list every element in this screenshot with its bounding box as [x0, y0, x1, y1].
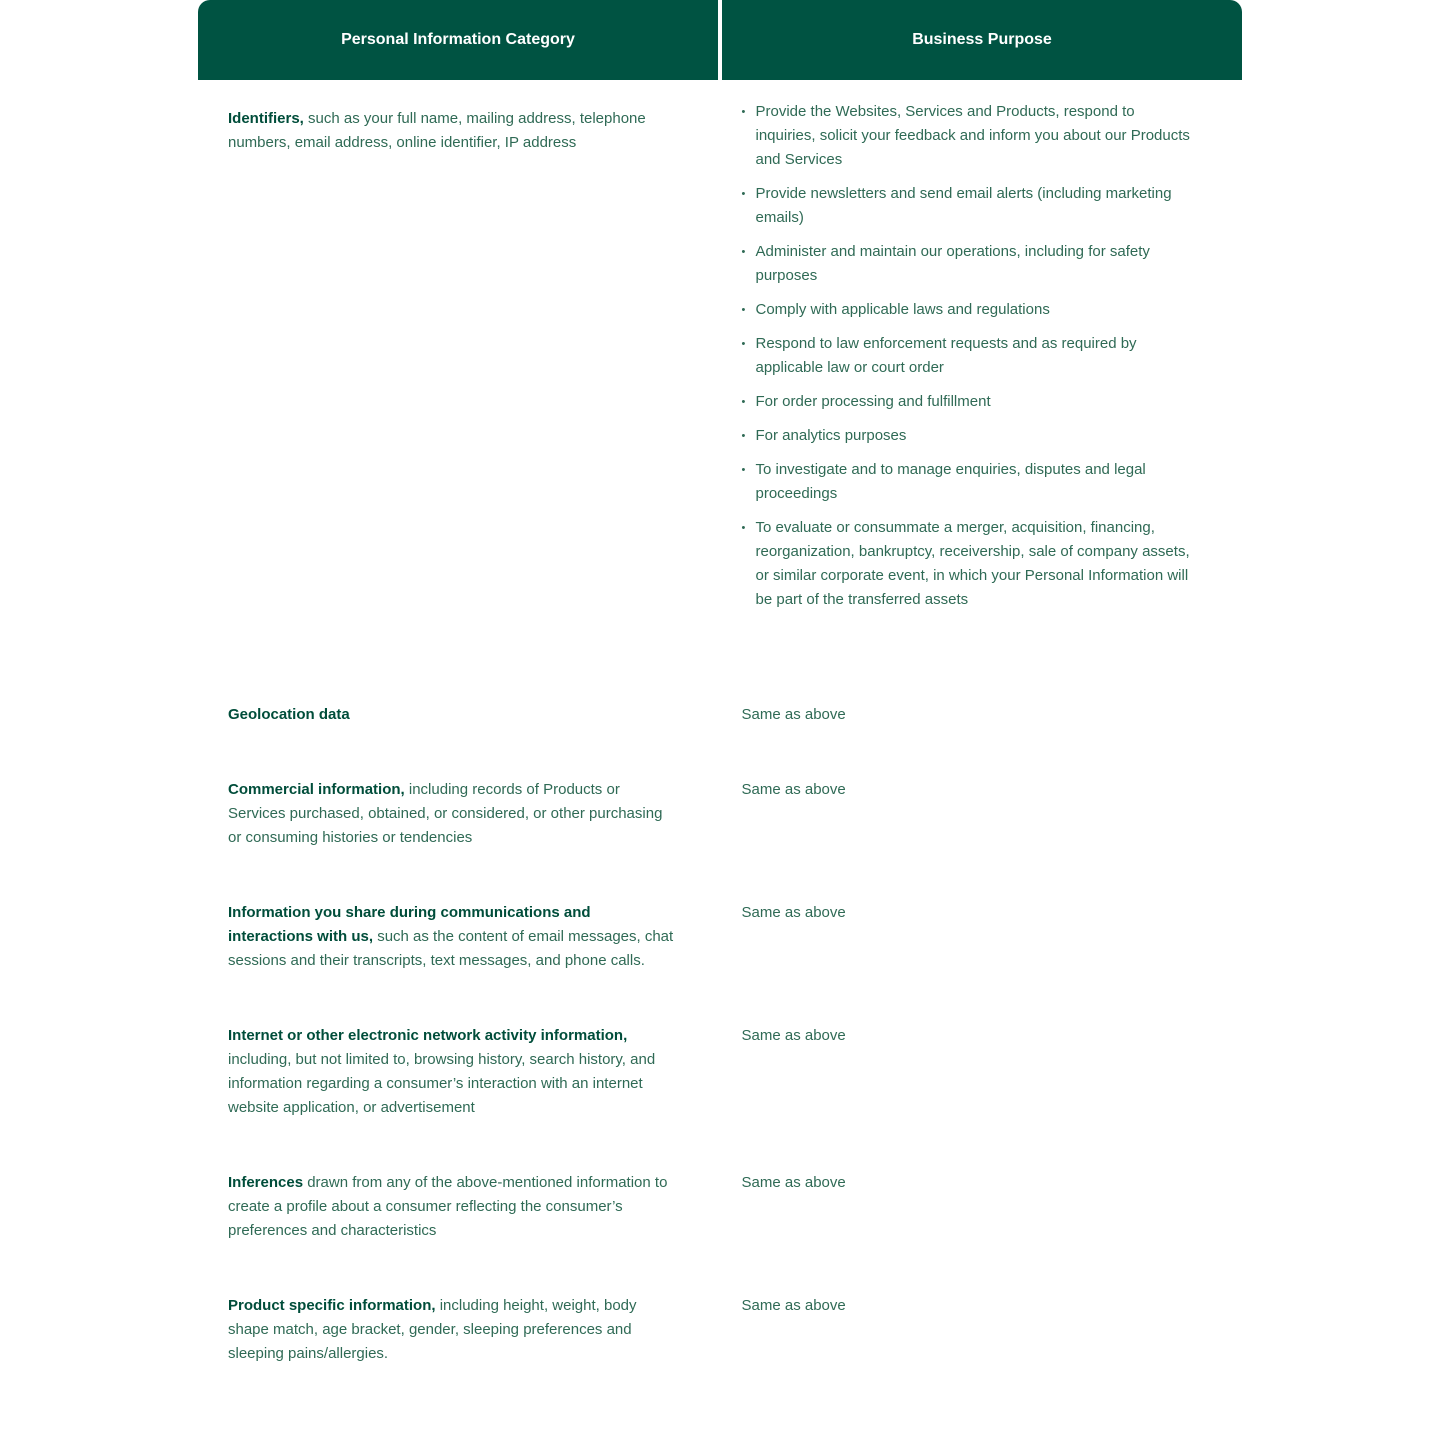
purpose-list: [742, 100, 1193, 612]
purpose-item: • Provide newsletters and send email alerts (including marketing emails): [742, 182, 1193, 230]
purpose-cell: Same as above: [741, 1174, 846, 1191]
category-name: Commercial information,: [228, 781, 405, 798]
header-category: Personal Information Category: [198, 0, 718, 80]
purpose-item: • To investigate and to manage enquiries, disputes and legal proceedings: [742, 458, 1193, 506]
category-description: including height, weight, body shape match, age bracket, gender, sleeping preferences and sleeping pains/allergies.: [228, 1297, 637, 1362]
category-name: Product specific information,: [228, 1297, 436, 1314]
header-purpose: Business Purpose: [722, 0, 1242, 80]
category-name: Information you share during communications and interactions with us,: [228, 904, 591, 945]
purpose-item: • For order processing and fulfillment: [742, 390, 1193, 414]
purpose-cell: Same as above: [741, 781, 846, 798]
category-description: including, but not limited to, browsing history, search history, and information regarding a consumer’s interaction with an internet website application, or advertisement: [228, 1051, 656, 1116]
category-name: Geolocation data: [228, 706, 350, 723]
purpose-item: • To evaluate or consummate a merger, acquisition, financing, reorganization, bankruptcy, receivership, sale of company assets, or similar corporate event, in which your Personal Information will be part of the transferred assets: [742, 516, 1193, 612]
category-cell: [198, 778, 709, 850]
category-description: such as the content of email messages, chat sessions and their transcripts, text messages, and phone calls.: [228, 928, 674, 969]
purpose-item: • Provide the Websites, Services and Products, respond to inquiries, solicit your feedback and inform you about our Products and Services: [742, 100, 1193, 172]
category-cell: [198, 703, 709, 727]
purpose-item: • For analytics purposes: [742, 424, 1193, 448]
table-header: [198, 0, 1242, 80]
category-cell: [198, 1171, 709, 1243]
purpose-cell: Same as above: [741, 1027, 846, 1044]
table-row: [198, 1268, 1242, 1391]
purpose-cell: Same as above: [741, 1297, 846, 1314]
category-name: Inferences: [228, 1174, 304, 1191]
category-cell: [198, 901, 709, 973]
purpose-item: • Administer and maintain our operations, including for safety purposes: [742, 240, 1193, 288]
category-cell: [198, 1294, 709, 1366]
category-description: drawn from any of the above-mentioned information to create a profile about a consumer reflecting the consumer’s preferences and characteristics: [228, 1174, 668, 1239]
category-name: Identifiers,: [228, 110, 304, 127]
table-row: [198, 998, 1242, 1145]
table-row: [198, 875, 1242, 998]
table-row: [198, 677, 1242, 752]
purpose-cell: Same as above: [741, 706, 846, 723]
purpose-item: • Respond to law enforcement requests and as required by applicable law or court order: [742, 332, 1193, 380]
category-description: including records of Products or Services purchased, obtained, or considered, or other purchasing or consuming histories or tendencies: [228, 781, 663, 846]
category-cell: [198, 80, 709, 622]
table-row: [198, 1145, 1242, 1268]
category-description: such as your full name, mailing address, telephone numbers, email address, online identifier, IP address: [228, 110, 646, 151]
table-row: [198, 752, 1242, 875]
category-cell: [198, 1024, 709, 1120]
table-row: [198, 80, 1242, 677]
purpose-cell: Same as above: [741, 904, 846, 921]
purpose-cell: [713, 80, 1243, 622]
privacy-table: [198, 0, 1242, 1391]
category-name: Internet or other electronic network activity information,: [228, 1027, 628, 1044]
purpose-item: • Comply with applicable laws and regulations: [742, 298, 1193, 322]
